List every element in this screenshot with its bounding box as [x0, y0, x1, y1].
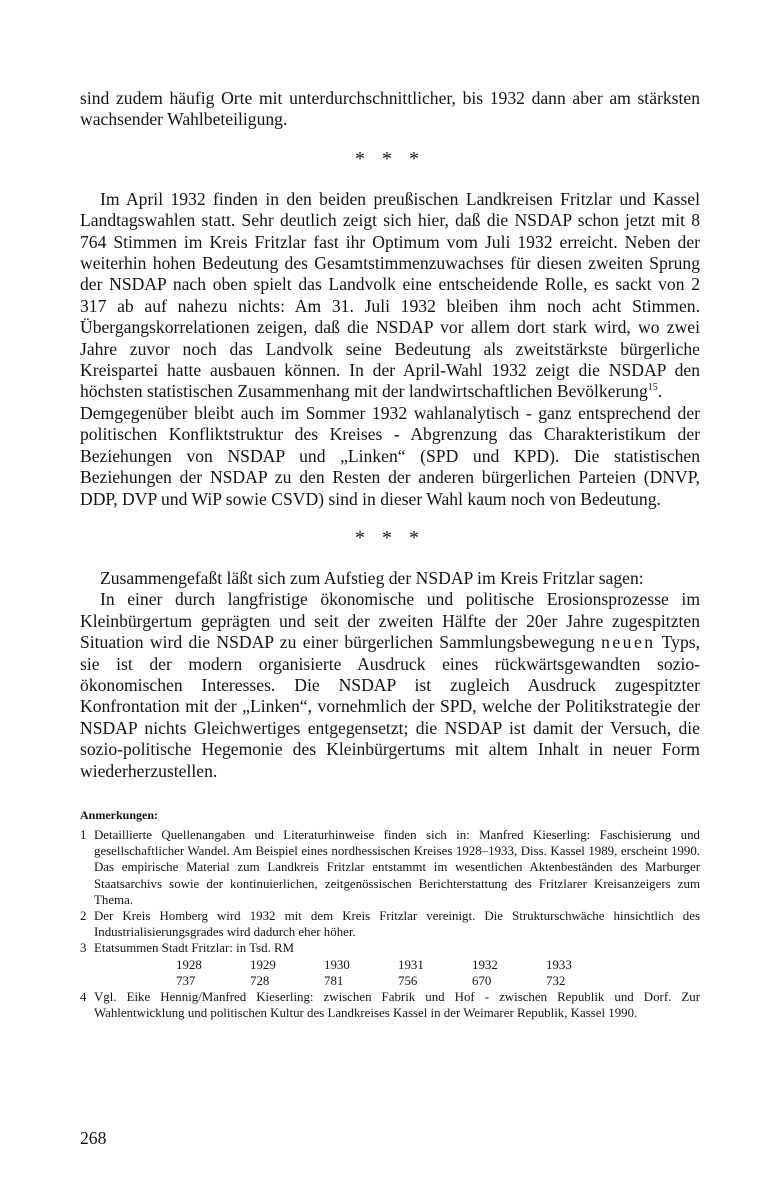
note-4-text: Vgl. Eike Hennig/Manfred Kieserling: zwischen Fabrik und Hof - zwischen Republik und Dorf. Zur Wahlentwicklung und politischen Kultur des Landkreises Kassel in der Weimarer Republik, Kassel 1990. — [94, 989, 700, 1020]
notes-heading: Anmerkungen: — [80, 807, 159, 822]
note-1-text: Detaillierte Quellenangaben und Literaturhinweise finden sich in: Manfred Kieserling: Faschisierung und gesellschaftlicher Wandel. Am Beispiel eines nordhessischen Kreises 1928–1933, Diss. Kassel 1989, erscheint 1990. Das empirische Material zum Landkreis Fritzlar entstammt im wesentlichen Aktenbeständen des Marburger Staatsarchivs sowie der kontinuierlichen, zeitgenössischen Berichterstattung des Fritzlarer Kreisanzeigers zum Thema. — [94, 827, 700, 907]
etat-year: 1933 — [546, 957, 572, 972]
note-2-text: Der Kreis Homberg wird 1932 mit dem Kreis Fritzlar vereinigt. Die Strukturschwäche hinsichtlich des Industrialisierungsgrades wird dadurch eher höher. — [94, 908, 700, 940]
note-2 — [80, 908, 700, 940]
note-4 — [80, 989, 700, 1021]
etat-years-row — [176, 957, 620, 973]
note-1 — [80, 827, 700, 908]
note-4-number: 4 — [80, 989, 87, 1004]
paragraph-2-text: Im April 1932 finden in den beiden preußischen Landkreisen Fritzlar und Kassel Landtagswahlen statt. Sehr deutlich zeigt sich hier, daß die NSDAP schon jetzt mit 8 764 Stimmen im Kreis Fritzlar fast ihr Optimum vom Juli 1932 erreicht. Neben der weiterhin hohen Bedeutung des Gesamtstimmenzuwachses für diesen zweiten Sprung der NSDAP nach oben spielt das Landvolk eine entscheidende Rolle, es sackt von 2 317 ab auf nahezu nichts: Am 31. Juli 1932 bleiben ihm noch acht Stimmen. Übergangskorrelationen zeigen, daß die NSDAP vor allem dort stark wird, wo zwei Jahre zuvor noch das Landvolk seine Bedeutung als zweitstärkste bürgerliche Kreispartei hatte ausbauen können. In der April-Wahl 1932 zeigt die NSDAP den höchsten statistischen Zusammenhang mit der landwirtschaftlichen Bevölkerung — [80, 188, 700, 402]
paragraph-4: Zusammengefaßt läßt sich zum Aufstieg der NSDAP im Kreis Fritzlar sagen: — [100, 567, 644, 588]
etat-value: 737 — [176, 973, 196, 988]
note-2-number: 2 — [80, 908, 87, 923]
etat-value: 781 — [324, 973, 344, 988]
note-3-text: Etatsummen Stadt Fritzlar: in Tsd. RM — [94, 941, 295, 956]
note-3 — [80, 940, 700, 956]
note-3-number: 3 — [80, 941, 87, 956]
etat-value: 732 — [546, 973, 566, 988]
etat-table — [176, 957, 620, 989]
paragraph-1: sind zudem häufig Orte mit unterdurchschnittlicher, bis 1932 dann aber am stärksten wachsender Wahlbeteiligung. — [80, 88, 700, 130]
etat-values-row — [176, 973, 620, 989]
paragraph-3: Demgegenüber bleibt auch im Sommer 1932 wahlanalytisch - ganz entsprechend der politischen Konfliktstruktur des Kreises - Abgrenzung das Charakteristikum der Beziehungen von NSDAP und „Linken“ (SPD und KPD). Die statistischen Beziehungen der NSDAP zu den Resten der anderen bürgerlichen Parteien (DNVP, DDP, DVP und WiP sowie CSVD) sind in dieser Wahl kaum noch von Bedeutung. — [80, 402, 700, 509]
paragraph-2 — [80, 189, 700, 403]
paragraph-5-text-a: In einer durch langfristige ökonomische und politische Erosionsprozesse im Kleinbürgertum geprägten und seit der zweiten Hälfte der 20er Jahre zugespitzten Situation wird die NSDAP zu einer bürgerlichen Sammlungsbewegung — [80, 589, 700, 653]
note-1-number: 1 — [80, 827, 87, 842]
etat-year: 1932 — [472, 957, 498, 972]
page-content — [80, 88, 700, 1021]
paragraph-5-spaced-word: neuen — [601, 632, 656, 653]
etat-year: 1929 — [250, 957, 276, 972]
etat-value: 670 — [472, 973, 492, 988]
etat-value: 728 — [250, 973, 270, 988]
etat-year: 1930 — [324, 957, 350, 972]
section-divider-1: * * * — [355, 147, 425, 170]
etat-value: 756 — [398, 973, 418, 988]
paragraph-5-text-b: Typs, sie ist der modern organisierte Ausdruck eines rückwärtsgewandten sozio-ökonomischen Interesses. Die NSDAP ist zugleich Ausdruck zugespitzter Konfrontation mit der „Linken“, vornehmlich der SPD, welche der Politikstrategie der NSDAP nichts Gleichwertiges entgegensetzt; die NSDAP ist damit der Versuch, die sozio-politische Hegemonie des Kleinbürgertums mit altem Inhalt in neuer Form wiederherzustellen. — [80, 632, 700, 781]
page-number: 268 — [80, 1128, 107, 1148]
paragraph-2-end: . — [657, 381, 663, 402]
etat-year: 1928 — [176, 957, 202, 972]
paragraph-5 — [80, 589, 700, 782]
etat-year: 1931 — [398, 957, 424, 972]
footnote-ref-15: 15 — [647, 382, 658, 394]
section-divider-2: * * * — [355, 526, 425, 549]
